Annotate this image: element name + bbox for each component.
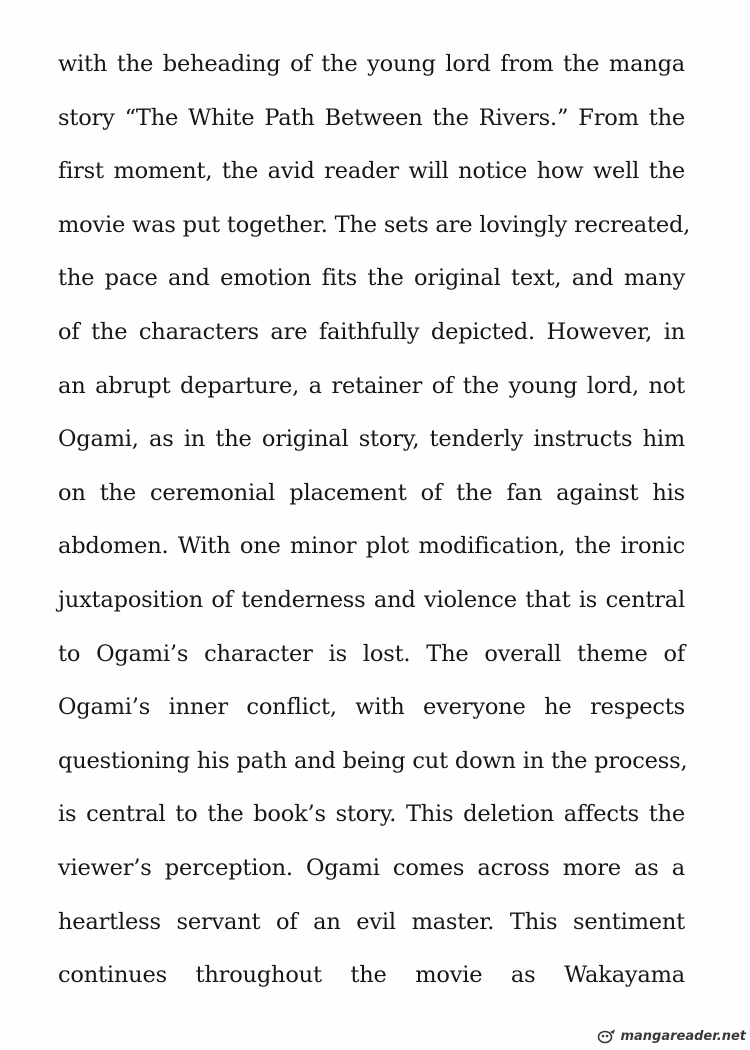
body-text (58, 38, 691, 1003)
text-line-9: on the ceremonial placement of the fan against his (58, 479, 685, 506)
text-line-5: the pace and emotion fits the original text, and many (58, 265, 685, 292)
text-line-3: first moment, the avid reader will notice how well the (58, 158, 685, 185)
text-line-2: story “The White Path Between the Rivers.” From the (58, 104, 685, 131)
text-line-13: Ogami’s inner conflict, with everyone he respects (58, 694, 685, 721)
text-line-16: viewer’s perception. Ogami comes across more as a (58, 854, 685, 881)
text-line-14: questioning his path and being cut down in the process, (58, 747, 688, 774)
mangareader-logo-icon (597, 1028, 617, 1044)
text-line-1: with the beheading of the young lord from the manga (58, 51, 685, 77)
text-line-17: heartless servant of an evil master. This sentiment (58, 908, 685, 935)
text-line-11: juxtaposition of tenderness and violence that is central (58, 586, 685, 613)
text-line-15: is central to the book’s story. This deletion affects the (58, 801, 685, 828)
text-line-12: to Ogami’s character is lost. The overall theme of (58, 640, 685, 667)
text-line-4: movie was put together. The sets are lovingly recreated, (58, 211, 691, 238)
text-line-10: abdomen. With one minor plot modification, the ironic (58, 533, 685, 560)
text-line-7: an abrupt departure, a retainer of the young lord, not (58, 372, 685, 399)
text-line-8: Ogami, as in the original story, tenderly instructs him (58, 426, 685, 453)
text-line-6: of the characters are faithfully depicted. However, in (58, 318, 685, 345)
watermark (597, 1028, 746, 1044)
text-line-18: continues throughout the movie as Wakayama (58, 962, 685, 989)
watermark-text: mangareader.net (620, 1028, 746, 1044)
